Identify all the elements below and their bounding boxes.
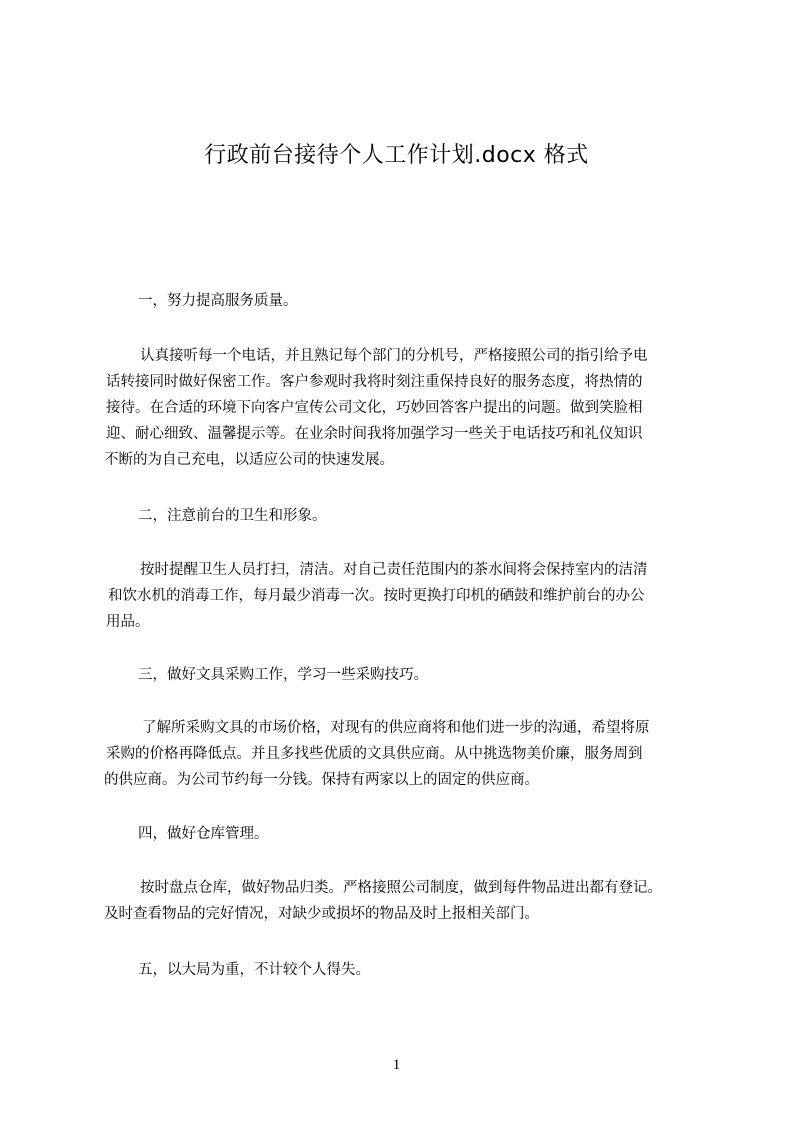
section-2-line-1: 按时提醒卫生人员打扫，清洁。对自己责任范围内的茶水间将会保持室内的洁清 bbox=[140, 562, 648, 578]
section-heading-2: 二，注意前台的卫生和形象。 bbox=[138, 508, 327, 524]
section-heading-3: 三，做好文具采购工作，学习一些采购技巧。 bbox=[138, 667, 428, 683]
section-4-line-2: 及时查看物品的完好情况，对缺少或损坏的物品及时上报相关部门。 bbox=[104, 906, 539, 922]
section-1-line-3: 接待。在合适的环境下向客户宣传公司文化，巧妙回答客户提出的问题。做到笑脸相 bbox=[106, 400, 643, 416]
section-heading-4: 四，做好仓库管理。 bbox=[138, 826, 269, 842]
document-title: 行政前台接待个人工作计划.docx 格式 bbox=[204, 143, 589, 168]
section-1-line-4: 迎、耐心细致、温馨提示等。在业余时间我将加强学习一些关于电话技巧和礼仪知识 bbox=[106, 426, 643, 442]
section-4-line-1: 按时盘点仓库，做好物品归类。严格接照公司制度，做到每件物品进出都有登记。 bbox=[140, 880, 662, 896]
section-2-line-2: 和饮水机的消毒工作，每月最少消毒一次。按时更换打印机的硒鼓和维护前台的办公 bbox=[108, 588, 645, 604]
section-heading-5: 五，以大局为重，不计较个人得失。 bbox=[138, 962, 370, 978]
section-1-line-1: 认真接听每一个电话，并且熟记每个部门的分机号，严格接照公司的指引给予电 bbox=[140, 348, 648, 364]
section-heading-1: 一，努力提高服务质量。 bbox=[138, 293, 298, 309]
section-1-line-5: 不断的为自己充电，以适应公司的快速发展。 bbox=[104, 452, 394, 468]
section-3-line-2: 采购的价格再降低点。并且多找些优质的文具供应商。从中挑选物美价廉，服务周到 bbox=[106, 746, 643, 762]
section-2-line-3: 用品。 bbox=[106, 614, 150, 630]
page-number: 1 bbox=[392, 1057, 401, 1073]
section-1-line-2: 话转接同时做好保密工作。客户参观时我将时刻注重保持良好的服务态度，将热情的 bbox=[106, 374, 643, 390]
section-3-line-1: 了解所采购文具的市场价格，对现有的供应商将和他们进一步的沟通，希望将原 bbox=[142, 720, 650, 736]
section-3-line-3: 的供应商。为公司节约每一分钱。保持有两家以上的固定的供应商。 bbox=[104, 772, 539, 788]
